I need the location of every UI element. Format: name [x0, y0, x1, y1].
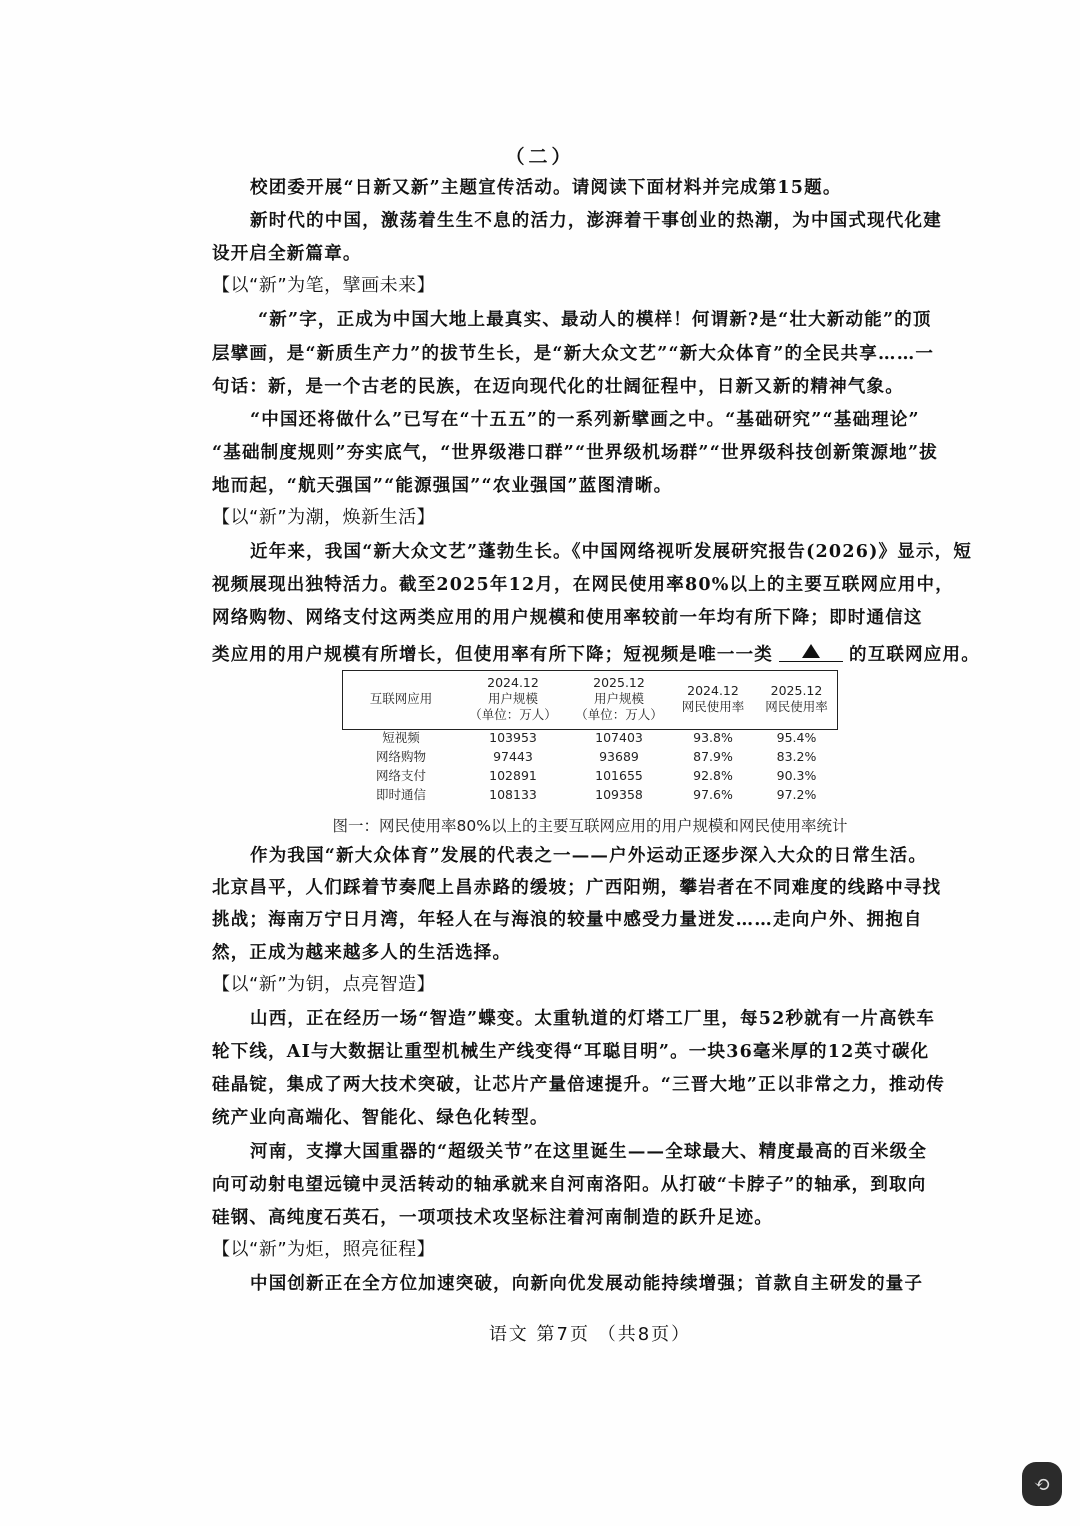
- header-2025-users: 2025.12 用户规模 （单位：万人）: [575, 675, 663, 722]
- para4-line-4-before: 类应用的用户规模有所增长，但使用率有所下降；短视频是唯一一类: [212, 645, 773, 665]
- table-cell: 92.8%: [693, 768, 733, 783]
- para2-line-3: 句话：新，是一个古老的民族，在迈向现代化的壮阔征程中，日新又新的精神气象。: [212, 377, 904, 397]
- para4-line-1: 近年来，我国“新大众文艺”蓬勃生长。《中国网络视听发展研究报告(2026)》显示，短: [250, 542, 973, 562]
- para3-line-3: 地而起，“航天强国”“能源强国”“农业强国”蓝图清晰。: [212, 476, 673, 496]
- table-cell: 107403: [595, 730, 643, 745]
- table-cell: 网络购物: [375, 749, 426, 764]
- table-cell: 93689: [599, 749, 639, 764]
- header-2025-rate: 2025.12 网民使用率: [765, 683, 828, 714]
- header-2024-users: 2024.12 用户规模 （单位：万人）: [469, 675, 557, 722]
- table-cell: 93.8%: [693, 730, 733, 745]
- para8-line-1: 中国创新正在全方位加速突破，向新向优发展动能持续增强；首款自主研发的量子: [250, 1274, 924, 1294]
- header-2024-rate: 2024.12 网民使用率: [681, 683, 745, 714]
- heading-3: 【以“新”为钥，点亮智造】: [212, 974, 436, 995]
- section-marker: （二）: [505, 146, 575, 168]
- table-cell: 95.4%: [776, 730, 817, 745]
- header-app: 互联网应用: [369, 691, 433, 706]
- heading-1: 【以“新”为笔，擘画未来】: [212, 275, 436, 296]
- triangle-icon: [801, 643, 821, 659]
- figure-caption: 图一：网民使用率80%以上的主要互联网应用的用户规模和网民使用率统计: [332, 817, 848, 835]
- para2-line-2: 层擘画，是“新质生产力”的拔节生长，是“新大众文艺”“新大众体育”的全民共享……一: [212, 344, 935, 364]
- table-cell: 83.2%: [776, 749, 817, 764]
- table-cell: 97.6%: [693, 787, 733, 802]
- intro-line: 校团委开展“日新又新”主题宣传活动。请阅读下面材料并完成第15题。: [250, 178, 842, 198]
- stats-table: [342, 670, 839, 804]
- para4-line-2: 视频展现出独特活力。截至2025年12月，在网民使用率80%以上的主要互联网应用中，: [212, 575, 954, 595]
- page-footer: 语文 第7页 （共8页）: [488, 1324, 692, 1345]
- table-cell: 109358: [595, 787, 643, 802]
- para7-line-3: 硅钢、高纯度石英石，一项项技术攻坚标注着河南制造的跃升足迹。: [212, 1208, 773, 1228]
- para7-line-2: 向可动射电望远镜中灵活转动的轴承就来自河南洛阳。从打破“卡脖子”的轴承，到取向: [212, 1175, 927, 1195]
- table-cell: 108133: [489, 787, 537, 802]
- para4-line-4-after: 的互联网应用。: [849, 645, 980, 665]
- table-cell: 即时通信: [375, 787, 426, 802]
- para6-line-2: 轮下线，AI与大数据让重型机械生产线变得“耳聪目明”。一块36毫米厚的12英寸碳化: [212, 1042, 930, 1062]
- heading-2: 【以“新”为潮，焕新生活】: [212, 507, 436, 528]
- para1-line-1: 新时代的中国，激荡着生生不息的活力，澎湃着干事创业的热潮，为中国式现代化建: [250, 211, 942, 231]
- table-cell: 短视频: [382, 730, 420, 745]
- para3-line-2: “基础制度规则”夯实底气，“世界级港口群”“世界级机场群”“世界级科技创新策源地”拔: [212, 443, 938, 463]
- para7-line-1: 河南，支撑大国重器的“超级关节”在这里诞生——全球最大、精度最高的百米级全: [250, 1142, 928, 1162]
- heading-4: 【以“新”为炬，照亮征程】: [212, 1239, 436, 1260]
- para1-line-2: 设开启全新篇章。: [212, 244, 362, 264]
- answer-blank[interactable]: [779, 641, 843, 662]
- table-cell: 102891: [489, 768, 537, 783]
- table-cell: 103953: [489, 730, 537, 745]
- para4-line-3: 网络购物、网络支付这两类应用的用户规模和使用率较前一年均有所下降；即时通信这: [212, 608, 923, 628]
- table-cell: 87.9%: [693, 749, 733, 764]
- para6-line-4: 统产业向高端化、智能化、绿色化转型。: [212, 1108, 549, 1128]
- para4-line-4: [212, 639, 980, 667]
- para6-line-1: 山西，正在经历一场“智造”蝶变。太重轨道的灯塔工厂里，每52秒就有一片高铁车: [250, 1009, 936, 1029]
- para5-line-4: 然，正成为越来越多人的生活选择。: [212, 943, 512, 963]
- para5-line-1: 作为我国“新大众体育”发展的代表之一——户外运动正逐步深入大众的日常生活。: [250, 846, 928, 866]
- para2-line-1: “新”字，正成为中国大地上最真实、最动人的模样！何谓新?是“壮大新动能”的顶: [258, 310, 932, 330]
- para5-line-3: 挑战；海南万宁日月湾，年轻人在与海浪的较量中感受力量迸发……走向户外、拥抱自: [212, 910, 923, 930]
- table-row: [342, 728, 839, 747]
- table-header-row: [342, 670, 839, 728]
- para6-line-3: 硅晶锭，集成了两大技术突破，让芯片产量倍速提升。“三晋大地”正以非常之力，推动传: [212, 1075, 946, 1095]
- translate-icon[interactable]: ⟲: [1022, 1462, 1062, 1506]
- table-cell: 90.3%: [776, 768, 817, 783]
- table-cell: 97443: [493, 749, 533, 764]
- para3-line-1: “中国还将做什么”已写在“十五五”的一系列新擘画之中。“基础研究”“基础理论”: [250, 410, 920, 430]
- para5-line-2: 北京昌平，人们踩着节奏爬上昌赤路的缓坡；广西阳朔，攀岩者在不同难度的线路中寻找: [212, 878, 942, 898]
- table-cell: 网络支付: [375, 768, 426, 783]
- table-row: [342, 747, 839, 766]
- table-row: [342, 766, 839, 785]
- table-cell: 97.2%: [776, 787, 817, 802]
- table-row: [342, 785, 839, 804]
- table-cell: 101655: [595, 768, 643, 783]
